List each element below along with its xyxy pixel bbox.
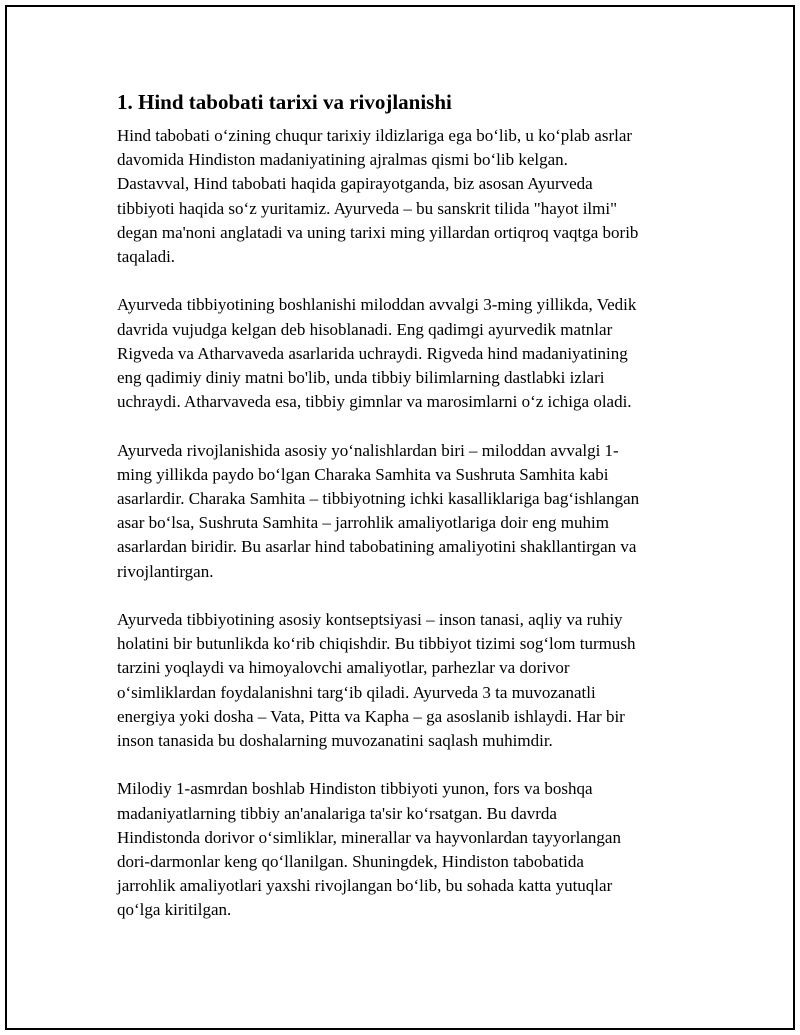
paragraph-line: tibbiyoti haqida so‘z yuritamiz. Ayurveda – bu sanskrit tilida "hayot ilmi" (117, 198, 618, 218)
paragraph-line: Ayurveda tibbiyotining asosiy kontseptsiyasi – inson tanasi, aqliy va ruhiy (117, 610, 623, 630)
paragraph-line: eng qadimiy diniy matni bo'lib, unda tibbiy bilimlarning dastlabki izlari (117, 368, 605, 388)
paragraph-line: asarlardan biridir. Bu asarlar hind tabobatining amaliyotini shakllantirgan va (117, 537, 637, 557)
paragraph-line: Ayurveda rivojlanishida asosiy yo‘nalishlardan biri – miloddan avvalgi 1- (117, 440, 619, 460)
paragraph-3 (117, 439, 697, 584)
paragraph-2 (117, 293, 697, 414)
document-body (117, 88, 697, 947)
section-heading: 1. Hind tabobati tarixi va rivojlanishi (117, 90, 452, 114)
paragraph-line: taqaladi. (117, 247, 176, 267)
paragraph-4 (117, 608, 697, 753)
paragraph-line: ming yillikda paydo bo‘lgan Charaka Samhita va Sushruta Samhita kabi (117, 464, 609, 484)
paragraph-line: degan ma'noni anglatadi va uning tarixi ming yillardan ortiqroq vaqtga borib (117, 222, 639, 242)
paragraph-line: asar bo‘lsa, Sushruta Samhita – jarrohlik amaliyotlariga doir eng muhim (117, 513, 609, 533)
paragraph-line: jarrohlik amaliyotlari yaxshi rivojlangan bo‘lib, bu sohada katta yutuqlar (117, 876, 613, 896)
paragraph-line: tarzini yoqlaydi va himoyalovchi amaliyotlar, parhezlar va dorivor (117, 658, 570, 678)
paragraph-line: Ayurveda tibbiyotining boshlanishi miloddan avvalgi 3-ming yillikda, Vedik (117, 295, 637, 315)
paragraph-line: Hindistonda dorivor o‘simliklar, minerallar va hayvonlardan tayyorlangan (117, 827, 621, 847)
paragraph-line: inson tanasida bu doshalarning muvozanatini saqlash muhimdir. (117, 731, 553, 751)
paragraph-line: davomida Hindiston madaniyatining ajralmas qismi bo‘lib kelgan. (117, 150, 568, 170)
paragraph-line: energiya yoki dosha – Vata, Pitta va Kapha – ga asoslanib ishlaydi. Har bir (117, 706, 625, 726)
paragraph-line: rivojlantirgan. (117, 561, 214, 581)
paragraph-line: davrida vujudga kelgan deb hisoblanadi. Eng qadimgi ayurvedik matnlar (117, 319, 613, 339)
paragraph-line: Hind tabobati o‘zining chuqur tarixiy ildizlariga ega bo‘lib, u ko‘plab asrlar (117, 126, 633, 145)
paragraph-line: Dastavval, Hind tabobati haqida gapirayotganda, biz asosan Ayurveda (117, 174, 593, 194)
paragraph-line: qo‘lga kiritilgan. (117, 900, 232, 920)
paragraph-line: o‘simliklardan foydalanishni targ‘ib qiladi. Ayurveda 3 ta muvozanatli (117, 682, 596, 702)
paragraph-5 (117, 777, 697, 922)
paragraph-line: uchraydi. Atharvaveda esa, tibbiy gimnlar va marosimlarni o‘z ichiga oladi. (117, 392, 632, 412)
paragraph-line: holatini bir butunlikda ko‘rib chiqishdir. Bu tibbiyot tizimi sog‘lom turmush (117, 634, 636, 654)
paragraph-line: madaniyatlarning tibbiy an'analariga ta'sir ko‘rsatgan. Bu davrda (117, 803, 557, 823)
paragraph-line: Rigveda va Atharvaveda asarlarida uchraydi. Rigveda hind madaniyatining (117, 343, 628, 363)
paragraph-1 (117, 124, 697, 269)
paragraph-line: dori-darmonlar keng qo‘llanilgan. Shuningdek, Hindiston tabobatida (117, 852, 584, 872)
paragraph-line: Milodiy 1-asmrdan boshlab Hindiston tibbiyoti yunon, fors va boshqa (117, 779, 593, 799)
paragraph-line: asarlardir. Charaka Samhita – tibbiyotning ichki kasalliklariga bag‘ishlangan (117, 489, 640, 509)
